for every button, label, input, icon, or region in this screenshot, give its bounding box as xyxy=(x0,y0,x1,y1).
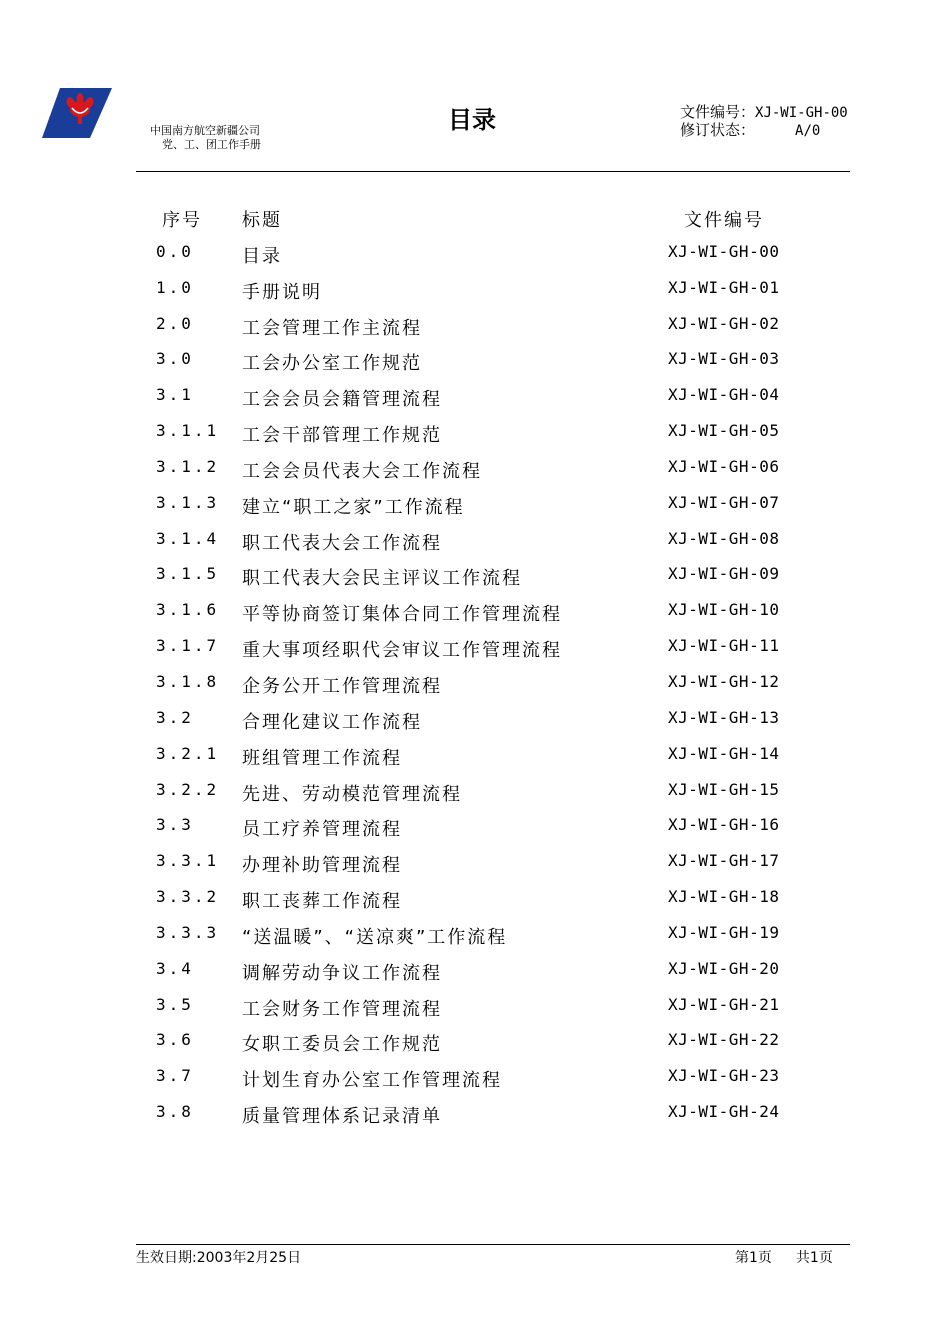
toc-row-title: 先进、劳动模范管理流程 xyxy=(242,783,462,805)
toc-row-code: XJ-WI-GH-13 xyxy=(668,707,780,727)
toc-row-title: 工会会员会籍管理流程 xyxy=(242,389,442,411)
toc-row-code: XJ-WI-GH-00 xyxy=(668,241,780,261)
toc-row-number: 3.1.7 xyxy=(156,636,220,656)
footer-divider xyxy=(136,1244,850,1245)
toc-row-code: XJ-WI-GH-03 xyxy=(668,349,780,369)
toc-row xyxy=(0,413,950,449)
toc-header-code: 文件编号 xyxy=(684,210,764,231)
toc-row-number: 0.0 xyxy=(156,241,194,261)
toc-row xyxy=(0,449,950,485)
toc-row-title: 手册说明 xyxy=(242,281,322,303)
toc-row-title: 工会管理工作主流程 xyxy=(242,317,422,339)
toc-row-number: 3.3.2 xyxy=(156,887,220,907)
toc-row xyxy=(0,270,950,306)
toc-row xyxy=(0,521,950,557)
toc-row xyxy=(0,592,950,628)
toc-row-number: 3.0 xyxy=(156,349,194,369)
toc-row-title: 办理补助管理流程 xyxy=(242,855,402,877)
toc-row-number: 3.2.1 xyxy=(156,743,220,763)
toc-row-title: 工会财务工作管理流程 xyxy=(242,998,442,1020)
toc-row-title: 职工代表大会民主评议工作流程 xyxy=(242,568,522,590)
toc-row-number: 3.1.8 xyxy=(156,671,220,691)
toc-row-number: 3.1.4 xyxy=(156,528,220,548)
toc-row xyxy=(0,987,950,1023)
toc-row xyxy=(0,772,950,808)
toc-row-code: XJ-WI-GH-19 xyxy=(668,922,780,942)
toc-row-code: XJ-WI-GH-06 xyxy=(668,456,780,476)
toc-row xyxy=(0,843,950,879)
airline-logo-icon xyxy=(42,88,112,138)
toc-row-code: XJ-WI-GH-08 xyxy=(668,528,780,548)
toc-row-code: XJ-WI-GH-18 xyxy=(668,887,780,907)
toc-row-title: 工会干部管理工作规范 xyxy=(242,425,442,447)
header-divider xyxy=(136,171,850,172)
toc-row xyxy=(0,951,950,987)
toc-row-number: 3.2.2 xyxy=(156,779,220,799)
toc-row xyxy=(0,1094,950,1130)
toc-row-number: 3.5 xyxy=(156,994,194,1014)
toc-row-code: XJ-WI-GH-09 xyxy=(668,564,780,584)
toc-row-code: XJ-WI-GH-11 xyxy=(668,636,780,656)
toc-row-number: 3.1.1 xyxy=(156,421,220,441)
toc-row-number: 3.4 xyxy=(156,958,194,978)
toc-row-title: 员工疗养管理流程 xyxy=(242,819,402,841)
toc-row-code: XJ-WI-GH-17 xyxy=(668,851,780,871)
toc-row-code: XJ-WI-GH-22 xyxy=(668,1030,780,1050)
toc-row-code: XJ-WI-GH-23 xyxy=(668,1066,780,1086)
toc-row-title: 目录 xyxy=(242,245,282,267)
toc-row-title: 职工代表大会工作流程 xyxy=(242,532,442,554)
toc-row-number: 2.0 xyxy=(156,313,194,333)
toc-row-number: 3.3 xyxy=(156,815,194,835)
company-line-2: 党、工、团工作手册 xyxy=(162,138,261,151)
toc-row-number: 3.1.6 xyxy=(156,600,220,620)
page-total: 共1页 xyxy=(795,1250,833,1266)
toc-row xyxy=(0,1058,950,1094)
toc-row xyxy=(0,234,950,270)
toc-row-code: XJ-WI-GH-20 xyxy=(668,958,780,978)
page-title: 目录 xyxy=(448,106,496,134)
toc-row-number: 1.0 xyxy=(156,277,194,297)
toc-row-code: XJ-WI-GH-01 xyxy=(668,277,780,297)
toc-row-title: 女职工委员会工作规范 xyxy=(242,1034,442,1056)
toc-row-title: 工会会员代表大会工作流程 xyxy=(242,460,482,482)
toc-table xyxy=(0,198,950,1130)
toc-row-code: XJ-WI-GH-02 xyxy=(668,313,780,333)
toc-row xyxy=(0,664,950,700)
toc-row-number: 3.2 xyxy=(156,707,194,727)
doc-number-label: 文件编号： xyxy=(680,103,756,121)
toc-row xyxy=(0,1022,950,1058)
company-name xyxy=(150,124,261,152)
toc-row-code: XJ-WI-GH-07 xyxy=(668,492,780,512)
page-number: 第1页 xyxy=(735,1250,772,1266)
toc-header-title: 标题 xyxy=(242,210,282,231)
toc-row-number: 3.1 xyxy=(156,385,194,405)
toc-row-title: 工会办公室工作规范 xyxy=(242,353,422,375)
toc-row xyxy=(0,341,950,377)
toc-row xyxy=(0,306,950,342)
toc-row xyxy=(0,377,950,413)
doc-number-value: XJ-WI-GH-00 xyxy=(755,105,848,121)
toc-row-code: XJ-WI-GH-16 xyxy=(668,815,780,835)
revision-value: A/0 xyxy=(795,123,821,139)
toc-row-title: “送温暖”、“送凉爽”工作流程 xyxy=(242,926,508,948)
toc-row-code: XJ-WI-GH-12 xyxy=(668,671,780,691)
toc-header-row xyxy=(0,198,950,234)
toc-row-title: 重大事项经职代会审议工作管理流程 xyxy=(242,640,562,662)
toc-row xyxy=(0,628,950,664)
toc-header-number: 序号 xyxy=(162,210,202,231)
page-info xyxy=(735,1247,833,1267)
toc-row xyxy=(0,879,950,915)
toc-row-code: XJ-WI-GH-04 xyxy=(668,385,780,405)
toc-row-title: 企务公开工作管理流程 xyxy=(242,675,442,697)
toc-row-number: 3.1.2 xyxy=(156,456,220,476)
toc-row-number: 3.3.3 xyxy=(156,922,220,942)
toc-row-title: 职工丧葬工作流程 xyxy=(242,891,402,913)
toc-row-code: XJ-WI-GH-15 xyxy=(668,779,780,799)
toc-row-code: XJ-WI-GH-10 xyxy=(668,600,780,620)
document-meta xyxy=(680,104,848,140)
toc-row xyxy=(0,736,950,772)
toc-row xyxy=(0,556,950,592)
toc-row-code: XJ-WI-GH-14 xyxy=(668,743,780,763)
toc-row-code: XJ-WI-GH-21 xyxy=(668,994,780,1014)
toc-row xyxy=(0,485,950,521)
toc-row-number: 3.8 xyxy=(156,1102,194,1122)
toc-row-title: 平等协商签订集体合同工作管理流程 xyxy=(242,604,562,626)
toc-row-number: 3.1.3 xyxy=(156,492,220,512)
toc-row-number: 3.1.5 xyxy=(156,564,220,584)
toc-row-title: 合理化建议工作流程 xyxy=(242,711,422,733)
effective-date: 生效日期:2003年2月25日 xyxy=(136,1250,302,1266)
toc-row-number: 3.7 xyxy=(156,1066,194,1086)
company-line-1: 中国南方航空新疆公司 xyxy=(150,124,260,137)
toc-row xyxy=(0,700,950,736)
toc-row-title: 质量管理体系记录清单 xyxy=(242,1106,442,1128)
toc-row-number: 3.3.1 xyxy=(156,851,220,871)
toc-row-title: 建立“职工之家”工作流程 xyxy=(242,496,465,518)
toc-row-title: 班组管理工作流程 xyxy=(242,747,402,769)
toc-row-title: 计划生育办公室工作管理流程 xyxy=(242,1070,502,1092)
toc-row xyxy=(0,807,950,843)
toc-row xyxy=(0,915,950,951)
revision-label: 修订状态： xyxy=(680,121,756,139)
toc-row-number: 3.6 xyxy=(156,1030,194,1050)
toc-row-title: 调解劳动争议工作流程 xyxy=(242,962,442,984)
toc-row-code: XJ-WI-GH-05 xyxy=(668,421,780,441)
toc-row-code: XJ-WI-GH-24 xyxy=(668,1102,780,1122)
